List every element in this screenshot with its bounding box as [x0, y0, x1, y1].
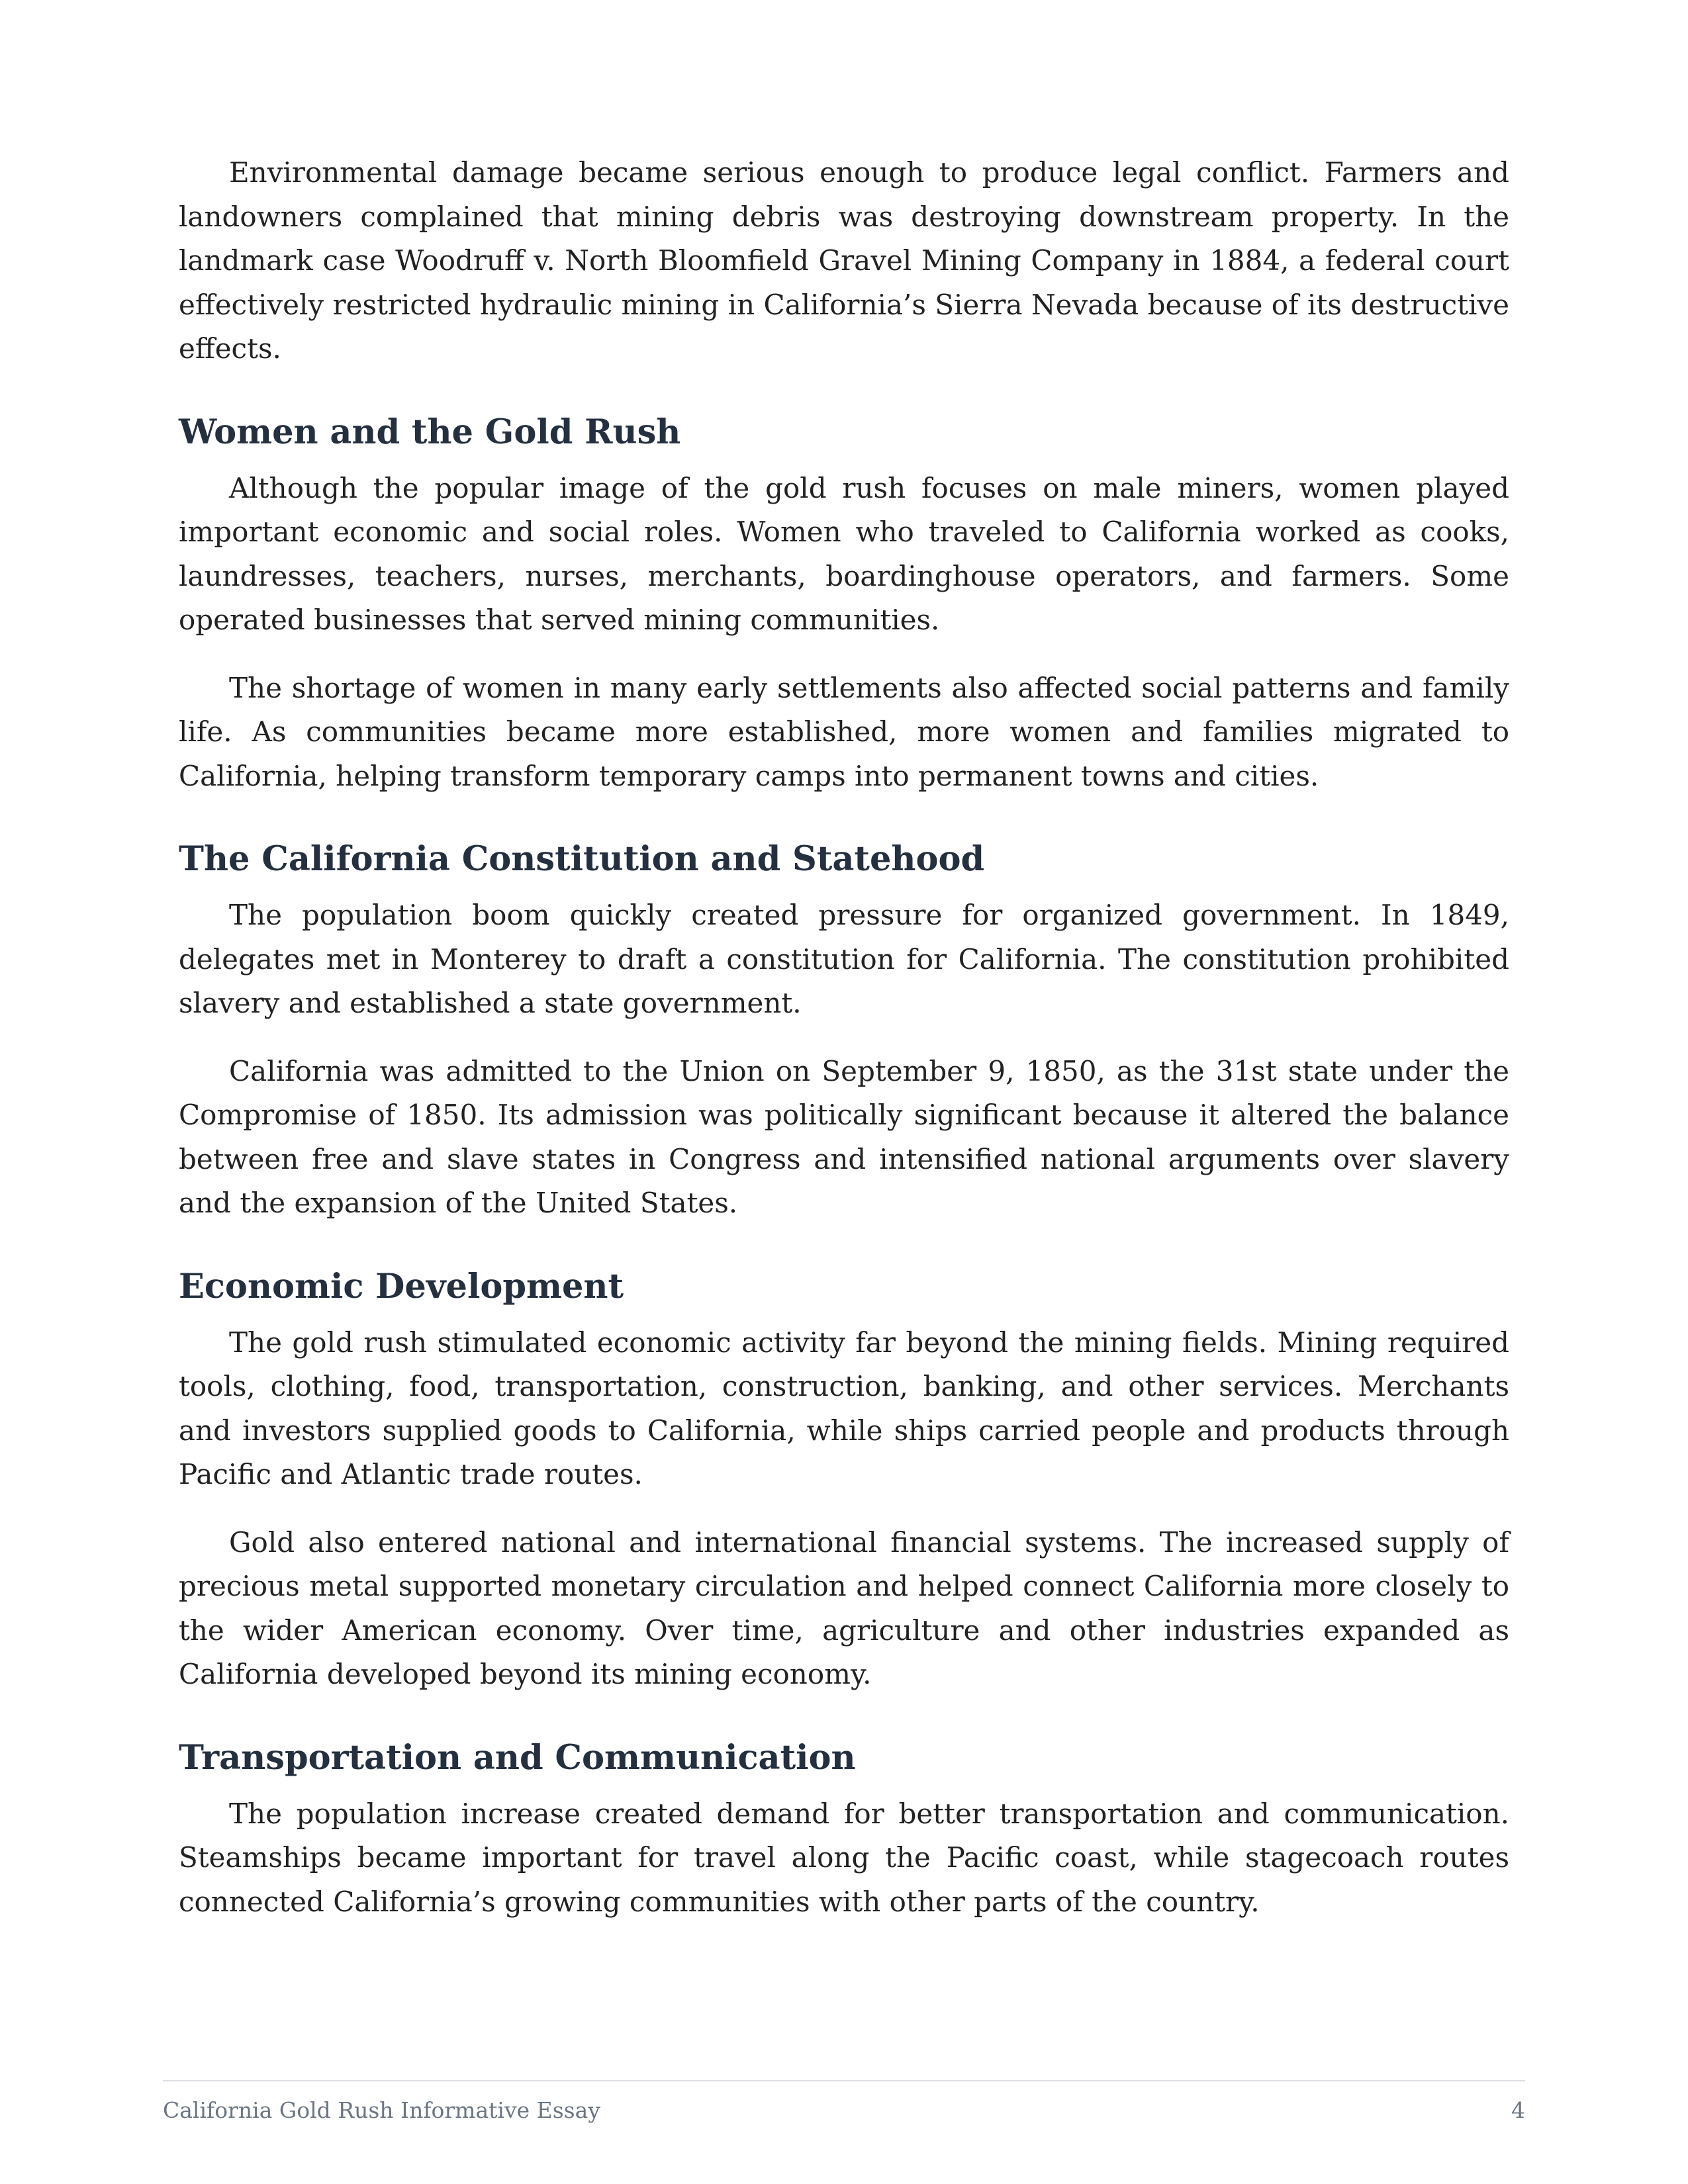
- section-heading-economic: Economic Development: [179, 1266, 624, 1306]
- body-paragraph: The gold rush stimulated economic activity far beyond the mining fields. Mining required tools, clothing, food, transportation, construction, banking, and other services. Merchants and investors supplied goods to California, while ships carried people and products through Pacific and Atlantic trade routes.: [179, 1326, 1509, 1490]
- body-paragraph: The population increase created demand for better transportation and communication. Steamships became important for travel along the Pacific coast, while stagecoach routes connected California’s growing communities with other parts of the country.: [179, 1797, 1509, 1918]
- section-heading-constitution: The California Constitution and Statehood: [179, 839, 985, 879]
- body-paragraph: Environmental damage became serious enough to produce legal conflict. Farmers and landowners complained that mining debris was destroying downstream property. In the landmark case Woodruff v. North Bloomfield Gravel Mining Company in 1884, a federal court effectively restricted hydraulic mining in California’s Sierra Nevada because of its destructive effects.: [179, 156, 1509, 365]
- body-paragraph: Although the popular image of the gold rush focuses on male miners, women played important economic and social roles. Women who traveled to California worked as cooks, laundresses, teachers, nurses, merchants, boardinghouse operators, and farmers. Some operated businesses that served mining communities.: [179, 471, 1509, 636]
- page-number: 4: [1511, 2097, 1525, 2123]
- footer-title: California Gold Rush Informative Essay: [163, 2097, 600, 2123]
- body-paragraph: California was admitted to the Union on September 9, 1850, as the 31st state under the Compromise of 1850. Its admission was politically significant because it altered the balance between free and slave states in Congress and intensified national arguments over slavery and the expansion of the United States.: [179, 1054, 1509, 1219]
- body-paragraph: The shortage of women in many early settlements also affected social patterns and family life. As communities became more established, more women and families migrated to California, helping transform temporary camps into permanent towns and cities.: [179, 671, 1509, 792]
- body-paragraph: Gold also entered national and international financial systems. The increased supply of precious metal supported monetary circulation and helped connect California more closely to the wider American economy. Over time, agriculture and other industries expanded as California developed beyond its mining economy.: [179, 1525, 1509, 1690]
- section-heading-women: Women and the Gold Rush: [179, 412, 681, 452]
- page-footer: [163, 2080, 1525, 2123]
- document-body: [179, 151, 1509, 1948]
- body-paragraph: The population boom quickly created pressure for organized government. In 1849, delegates met in Monterey to draft a constitution for California. The constitution prohibited slavery and established a state government.: [179, 899, 1509, 1019]
- section-heading-transportation: Transportation and Communication: [179, 1737, 856, 1778]
